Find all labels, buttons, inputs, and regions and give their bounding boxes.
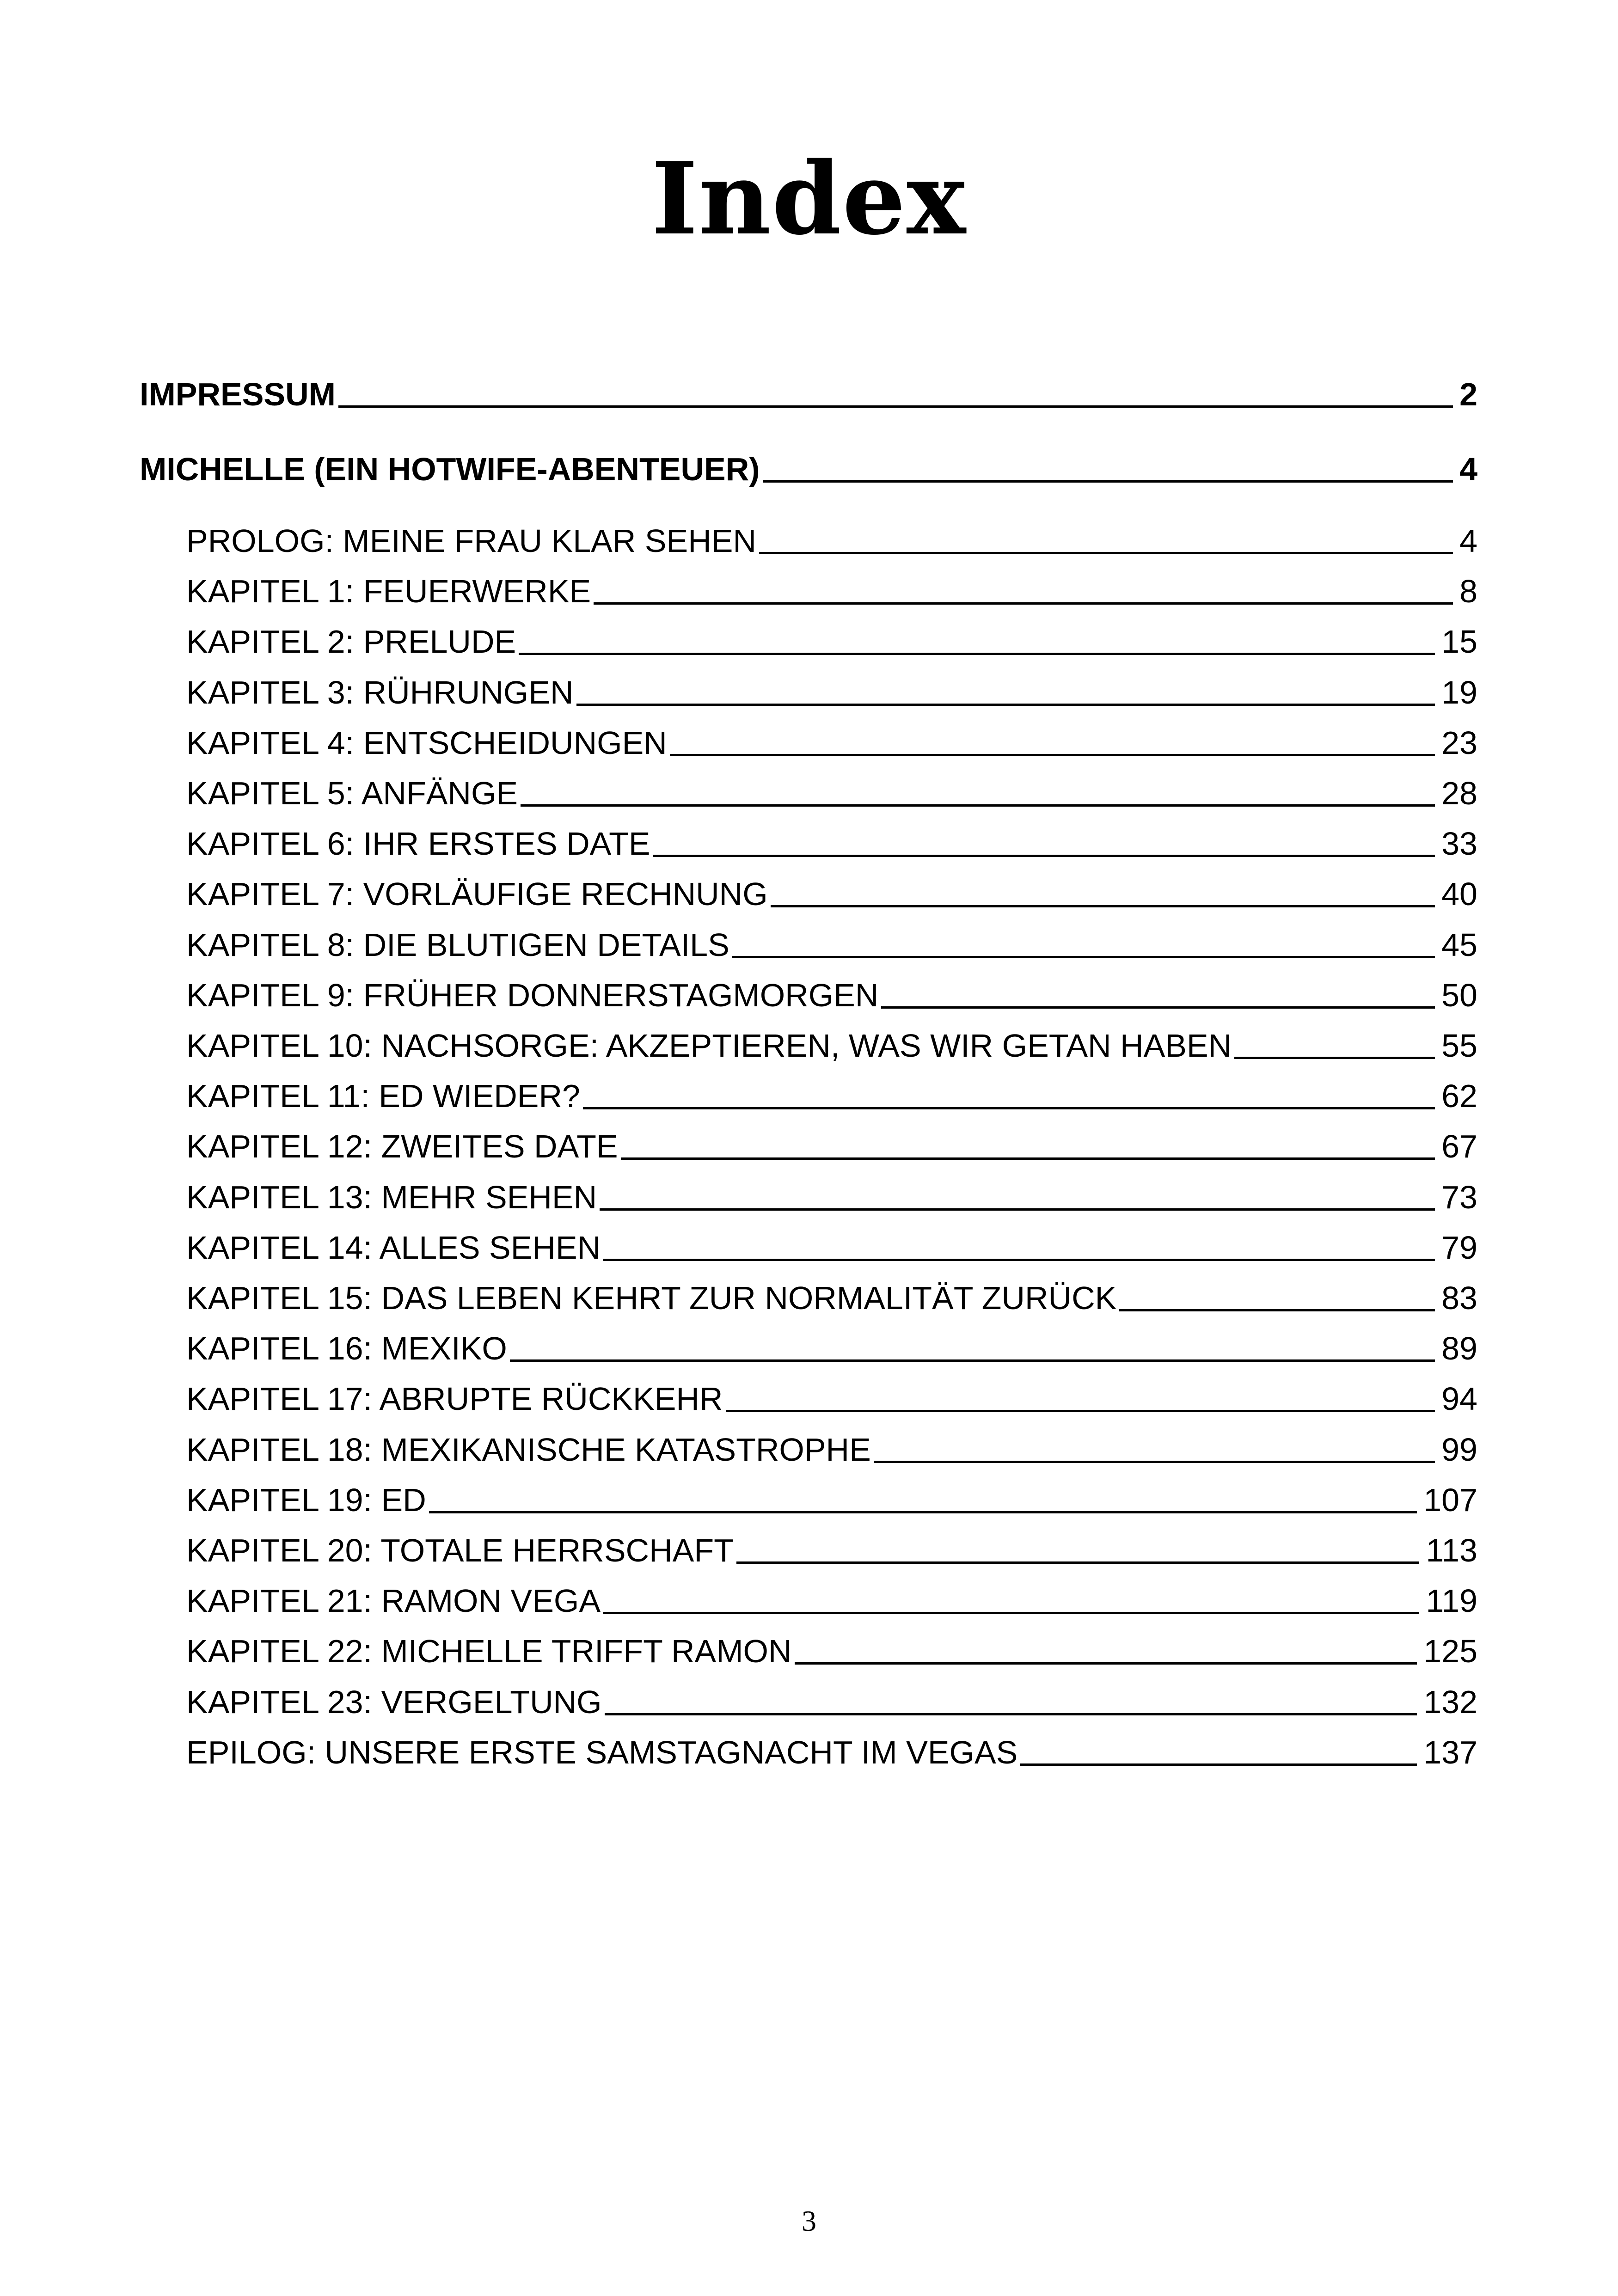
toc-entry-page: 67 <box>1441 1128 1477 1164</box>
toc-entry-label: KAPITEL 6: IHR ERSTES DATE <box>186 826 650 862</box>
toc-entry-page: 119 <box>1426 1583 1477 1619</box>
toc-entry-label: KAPITEL 13: MEHR SEHEN <box>186 1179 597 1215</box>
toc-leader-line <box>583 1107 1435 1109</box>
toc-entry-label: KAPITEL 20: TOTALE HERRSCHAFT <box>186 1532 734 1568</box>
toc-entry-label: KAPITEL 15: DAS LEBEN KEHRT ZUR NORMALITÄT ZURÜCK <box>186 1280 1117 1316</box>
toc-entry-page: 2 <box>1459 376 1477 412</box>
index-title: Index <box>651 140 967 257</box>
toc-entry-page: 89 <box>1441 1330 1477 1366</box>
toc-entry[interactable] <box>186 873 1477 915</box>
toc-entry-page: 50 <box>1441 977 1477 1013</box>
toc-leader-line <box>881 1006 1435 1009</box>
toc-leader-line <box>603 1612 1419 1614</box>
toc-entry-label: KAPITEL 22: MICHELLE TRIFFT RAMON <box>186 1633 792 1669</box>
toc-entry-label: KAPITEL 12: ZWEITES DATE <box>186 1128 618 1164</box>
toc-entry[interactable] <box>186 520 1477 562</box>
toc-entry[interactable] <box>186 1227 1477 1268</box>
toc-entry-label: KAPITEL 17: ABRUPTE RÜCKKEHR <box>186 1381 723 1417</box>
toc-leader-line <box>795 1662 1417 1665</box>
toc-entry-label: KAPITEL 9: FRÜHER DONNERSTAGMORGEN <box>186 977 879 1013</box>
toc-leader-line <box>594 602 1453 605</box>
toc-entry[interactable] <box>186 1328 1477 1369</box>
toc-entry-page: 62 <box>1441 1078 1477 1114</box>
toc-entry-label: KAPITEL 19: ED <box>186 1482 426 1518</box>
toc-entry[interactable] <box>186 1479 1477 1521</box>
toc-entry[interactable] <box>186 1378 1477 1420</box>
toc-entry-page: 94 <box>1441 1381 1477 1417</box>
toc-entry-page: 99 <box>1441 1432 1477 1468</box>
toc-entry-label: KAPITEL 11: ED WIEDER? <box>186 1078 580 1114</box>
toc-entry-page: 137 <box>1423 1734 1477 1770</box>
toc-entry-page: 33 <box>1441 826 1477 862</box>
toc-entry-page: 55 <box>1441 1028 1477 1064</box>
toc-entry-label: MICHELLE (EIN HOTWIFE-ABENTEUER) <box>140 451 760 487</box>
toc-entry[interactable] <box>186 570 1477 612</box>
toc-leader-line <box>521 804 1435 807</box>
page-number: 3 <box>802 2204 816 2237</box>
toc-entry[interactable] <box>186 974 1477 1016</box>
toc-leader-line <box>759 552 1453 554</box>
toc-entry[interactable] <box>140 448 1477 490</box>
toc-leader-line <box>726 1410 1435 1412</box>
toc-entry-page: 4 <box>1459 523 1477 559</box>
toc-entry-label: KAPITEL 4: ENTSCHEIDUNGEN <box>186 725 667 761</box>
toc-leader-line <box>1020 1763 1417 1766</box>
toc-leader-line <box>1234 1057 1435 1059</box>
toc-leader-line <box>732 956 1435 958</box>
toc-entry-page: 4 <box>1459 451 1477 487</box>
toc-entry[interactable] <box>186 772 1477 814</box>
toc-entry[interactable] <box>186 1176 1477 1218</box>
toc-entry-label: PROLOG: MEINE FRAU KLAR SEHEN <box>186 523 757 559</box>
toc-leader-line <box>1119 1309 1435 1311</box>
toc-entry-label: KAPITEL 14: ALLES SEHEN <box>186 1230 601 1266</box>
toc-entry-label: KAPITEL 16: MEXIKO <box>186 1330 507 1366</box>
toc-entry[interactable] <box>186 1075 1477 1117</box>
toc-leader-line <box>429 1511 1417 1513</box>
toc-entry-page: 107 <box>1423 1482 1477 1518</box>
toc-entry-page: 83 <box>1441 1280 1477 1316</box>
toc-entry-page: 132 <box>1423 1684 1477 1720</box>
toc-entry[interactable] <box>186 1530 1477 1571</box>
toc-entry[interactable] <box>186 1732 1477 1773</box>
toc-entry[interactable] <box>186 1126 1477 1167</box>
toc-leader-line <box>519 653 1435 655</box>
toc-entry-page: 73 <box>1441 1179 1477 1215</box>
toc-leader-line <box>510 1359 1435 1362</box>
toc-entry[interactable] <box>186 722 1477 764</box>
toc-entry-page: 15 <box>1441 624 1477 660</box>
toc-leader-line <box>600 1208 1435 1211</box>
toc-entry-page: 28 <box>1441 775 1477 811</box>
toc-entry-page: 40 <box>1441 876 1477 912</box>
toc-entry-page: 125 <box>1423 1633 1477 1669</box>
toc-entry-label: EPILOG: UNSERE ERSTE SAMSTAGNACHT IM VEGAS <box>186 1734 1018 1770</box>
toc-entry-label: KAPITEL 7: VORLÄUFIGE RECHNUNG <box>186 876 768 912</box>
toc-leader-line <box>576 704 1435 706</box>
toc-leader-line <box>771 905 1435 907</box>
toc-entry-label: KAPITEL 1: FEUERWERKE <box>186 573 591 609</box>
toc-entry[interactable] <box>140 373 1477 415</box>
toc-entry-label: KAPITEL 21: RAMON VEGA <box>186 1583 601 1619</box>
toc-entry[interactable] <box>186 672 1477 713</box>
toc-entry[interactable] <box>186 1429 1477 1470</box>
toc-entry[interactable] <box>186 1025 1477 1066</box>
toc-entry[interactable] <box>186 1580 1477 1622</box>
toc-leader-line <box>603 1259 1435 1261</box>
toc-entry-label: KAPITEL 3: RÜHRUNGEN <box>186 674 574 710</box>
toc-entry-page: 113 <box>1426 1532 1477 1568</box>
toc-entry-page: 23 <box>1441 725 1477 761</box>
toc-entry-label: KAPITEL 5: ANFÄNGE <box>186 775 518 811</box>
toc-entry-label: KAPITEL 8: DIE BLUTIGEN DETAILS <box>186 927 729 963</box>
toc-leader-line <box>874 1461 1435 1463</box>
toc-entry-label: KAPITEL 18: MEXIKANISCHE KATASTROPHE <box>186 1432 871 1468</box>
toc-leader-line <box>338 405 1453 408</box>
toc-entry-page: 45 <box>1441 927 1477 963</box>
toc-leader-line <box>670 754 1435 756</box>
toc-entry-label: KAPITEL 2: PRELUDE <box>186 624 516 660</box>
toc-leader-line <box>605 1713 1417 1715</box>
toc-entry-page: 19 <box>1441 674 1477 710</box>
toc-entry-label: KAPITEL 23: VERGELTUNG <box>186 1684 602 1720</box>
toc-leader-line <box>736 1561 1420 1564</box>
toc-entry-page: 79 <box>1441 1230 1477 1266</box>
toc-leader-line <box>653 855 1435 857</box>
toc-leader-line <box>763 480 1453 483</box>
toc-leader-line <box>621 1157 1435 1160</box>
toc-entry-label: KAPITEL 10: NACHSORGE: AKZEPTIEREN, WAS WIR GETAN HABEN <box>186 1028 1232 1064</box>
toc-entry[interactable] <box>186 621 1477 662</box>
toc-entry[interactable] <box>186 1630 1477 1672</box>
toc-entry[interactable] <box>186 924 1477 966</box>
toc-entry[interactable] <box>186 823 1477 864</box>
toc-entry-label: IMPRESSUM <box>140 376 336 412</box>
toc-entry[interactable] <box>186 1277 1477 1319</box>
toc-entry[interactable] <box>186 1681 1477 1723</box>
toc-entry-page: 8 <box>1459 573 1477 609</box>
